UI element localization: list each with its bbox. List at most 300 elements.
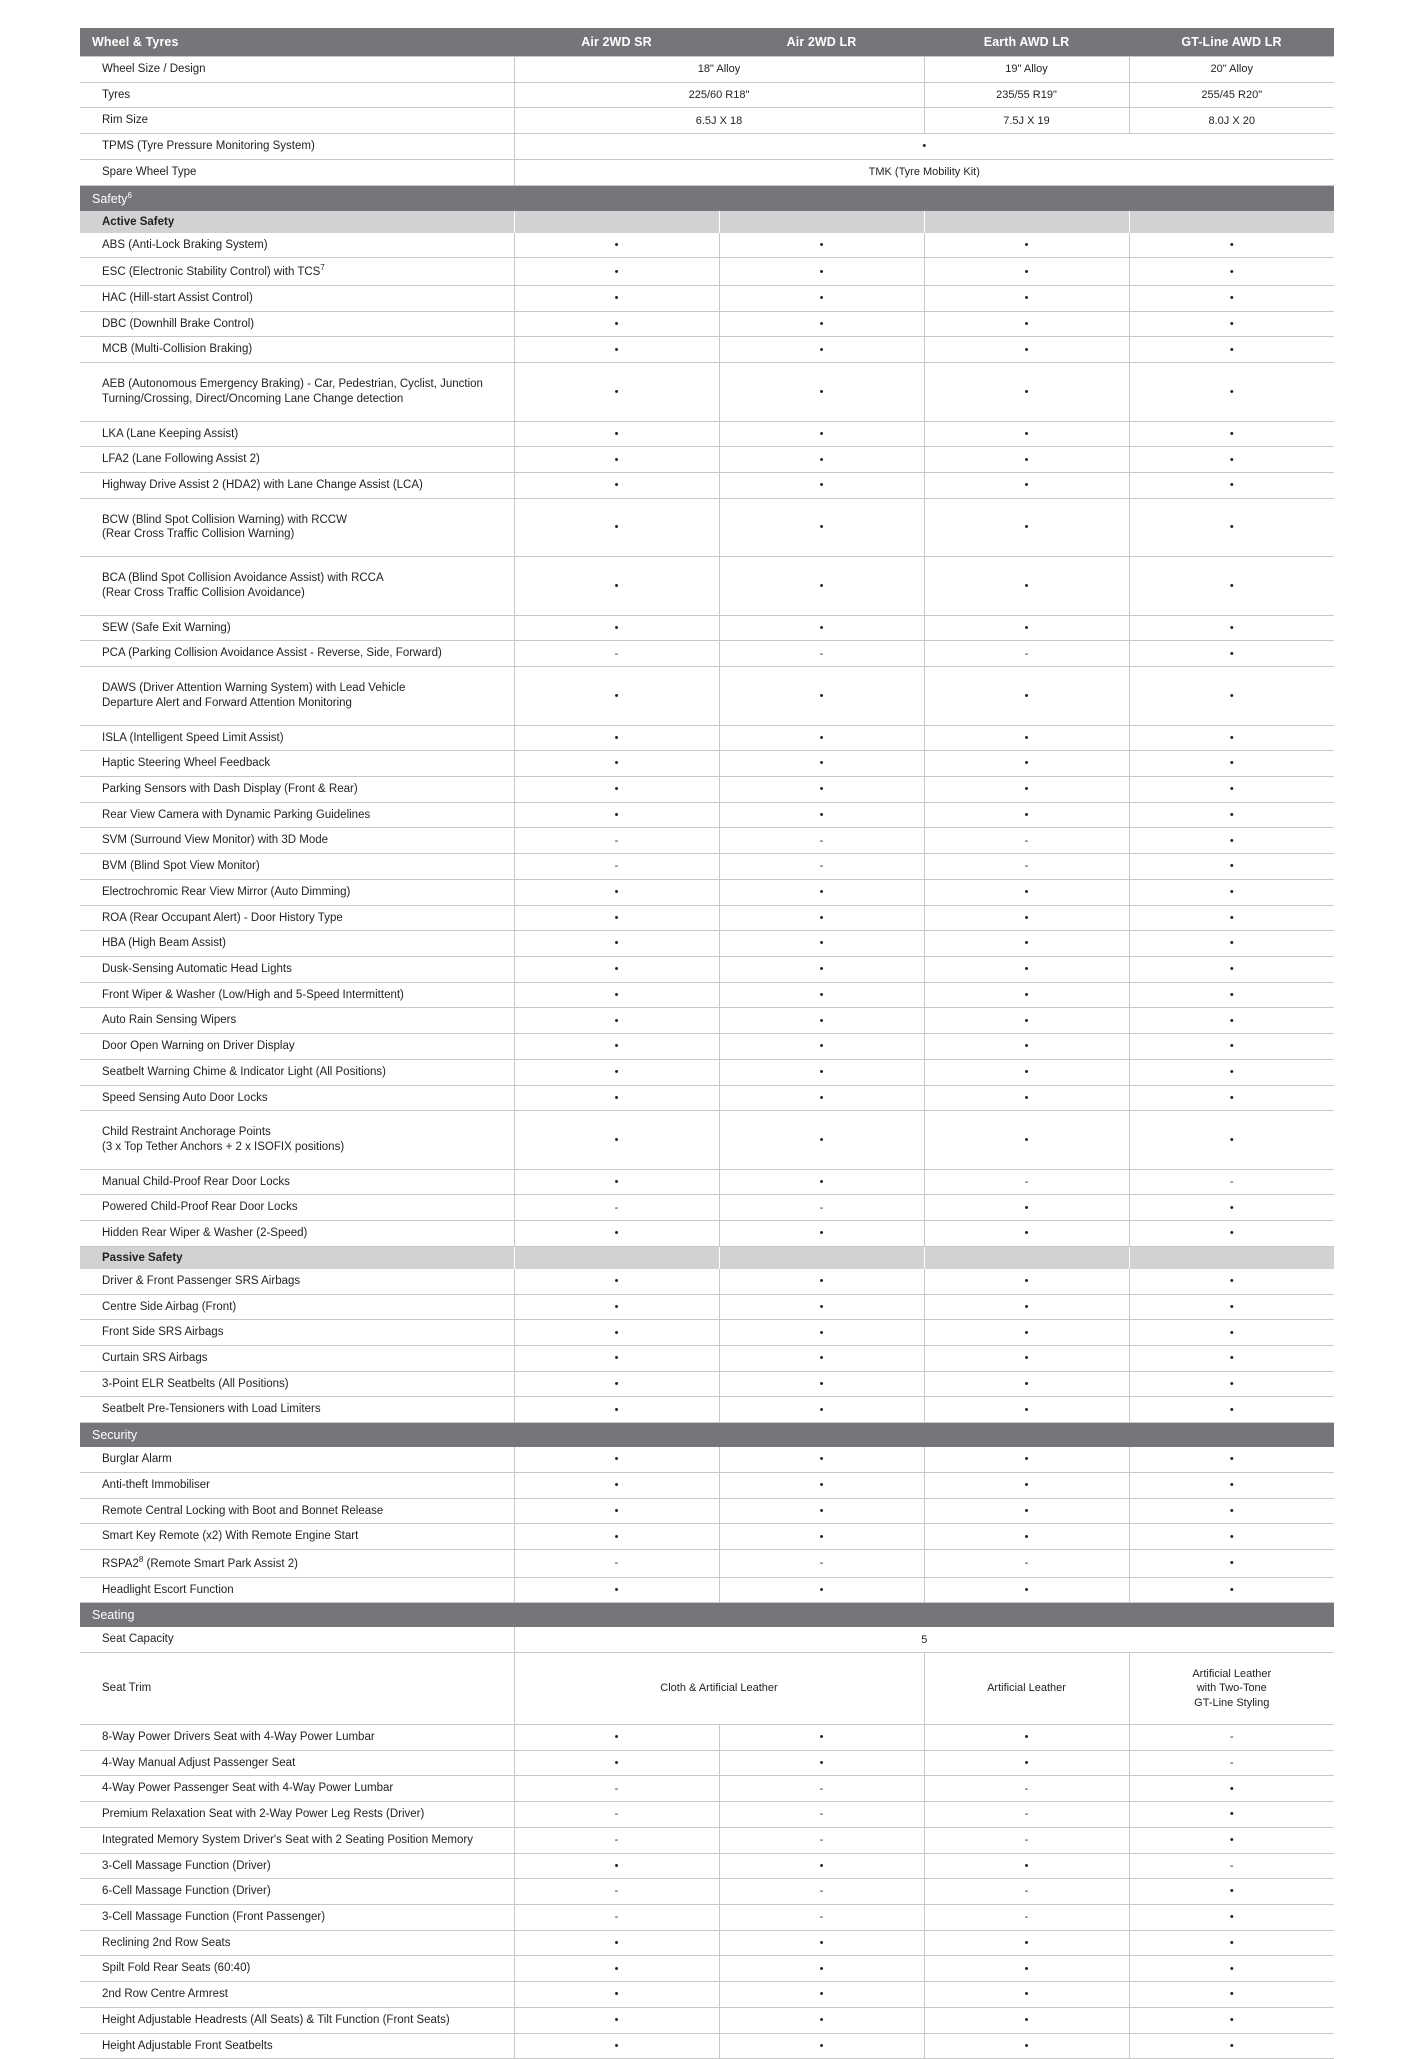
value-mark-dot xyxy=(1230,580,1234,592)
row-feature-label: Premium Relaxation Seat with 2-Way Power Leg Rests (Driver) xyxy=(80,1802,514,1828)
row-value-cell xyxy=(924,1577,1129,1603)
value-mark-dash xyxy=(820,1808,824,1820)
value-mark-dot xyxy=(820,1584,824,1596)
value-mark-dash xyxy=(820,1202,824,1214)
row-value-cell xyxy=(1129,828,1334,854)
value-mark-dot xyxy=(615,1453,619,1465)
row-value-cell xyxy=(924,1221,1129,1247)
row-value-cell xyxy=(719,2033,924,2059)
subsection-spacer-cell xyxy=(1129,211,1334,233)
value-mark-dot xyxy=(1025,1937,1029,1949)
row-value-cell xyxy=(924,1853,1129,1879)
row-value-cell xyxy=(719,1750,924,1776)
row-value-cell xyxy=(514,615,719,641)
value-mark-dot xyxy=(820,732,824,744)
row-value-cell xyxy=(514,2007,719,2033)
row-value-cell xyxy=(924,1776,1129,1802)
value-mark-dot xyxy=(820,239,824,251)
row-value-cell xyxy=(924,1008,1129,1034)
row-value-cell xyxy=(719,776,924,802)
value-mark-dash xyxy=(1230,1731,1234,1743)
value-mark-dot xyxy=(1230,1352,1234,1364)
value-mark-dash xyxy=(1025,648,1029,660)
row-value-cell xyxy=(1129,1221,1334,1247)
value-mark-dash xyxy=(615,835,619,847)
value-mark-dash xyxy=(615,860,619,872)
row-value-cell xyxy=(1129,1982,1334,2008)
value-mark-dot xyxy=(1230,1275,1234,1287)
value-mark-dash xyxy=(820,648,824,660)
table-row xyxy=(80,1904,1334,1930)
row-value-cell xyxy=(924,828,1129,854)
row-feature-label: TPMS (Tyre Pressure Monitoring System) xyxy=(80,134,514,160)
row-value-cell xyxy=(719,879,924,905)
row-value-cell xyxy=(1129,1498,1334,1524)
row-value-cell xyxy=(1129,1577,1334,1603)
row-value-cell xyxy=(719,1776,924,1802)
row-value-cell xyxy=(719,1550,924,1578)
row-value-cell xyxy=(514,982,719,1008)
row-value-cell xyxy=(514,1802,719,1828)
row-value-cell xyxy=(1129,258,1334,286)
value-mark-dot xyxy=(1230,809,1234,821)
row-value-cell xyxy=(924,1195,1129,1221)
value-mark-dot xyxy=(1230,1015,1234,1027)
value-mark-dot xyxy=(615,1227,619,1239)
value-mark-dot xyxy=(1025,912,1029,924)
value-mark-dot xyxy=(1025,1352,1029,1364)
value-mark-dot xyxy=(1230,912,1234,924)
row-value-cell xyxy=(1129,1034,1334,1060)
value-mark-dot xyxy=(1230,2040,1234,2052)
table-row xyxy=(80,1397,1334,1423)
table-row xyxy=(80,286,1334,312)
row-value-cell xyxy=(719,1472,924,1498)
value-mark-dot xyxy=(1025,1327,1029,1339)
row-feature-label: HAC (Hill-start Assist Control) xyxy=(80,286,514,312)
value-mark-dot xyxy=(1025,1275,1029,1287)
value-mark-dot xyxy=(1230,1066,1234,1078)
row-value-cell xyxy=(1129,1750,1334,1776)
value-mark-dot xyxy=(1230,428,1234,440)
value-mark-dot xyxy=(615,1176,619,1188)
row-value-cell xyxy=(514,725,719,751)
value-mark-dot xyxy=(1230,386,1234,398)
row-value-cell: 19" Alloy xyxy=(924,57,1129,83)
value-mark-dot xyxy=(820,783,824,795)
value-mark-dot xyxy=(615,1505,619,1517)
value-mark-dot xyxy=(820,1134,824,1146)
row-value-cell xyxy=(719,1577,924,1603)
row-value-cell xyxy=(514,2033,719,2059)
table-row xyxy=(80,1956,1334,1982)
value-mark-dot xyxy=(1230,1301,1234,1313)
row-value-cell: Artificial Leather with Two-Tone GT-Line Styling xyxy=(1129,1653,1334,1725)
value-mark-dot xyxy=(1025,1134,1029,1146)
value-mark-dot xyxy=(615,886,619,898)
row-value-cell xyxy=(924,447,1129,473)
value-mark-dot xyxy=(1025,1531,1029,1543)
row-value-cell: 225/60 R18" xyxy=(514,82,924,108)
value-mark-dot xyxy=(1230,937,1234,949)
row-value-cell xyxy=(924,1956,1129,1982)
value-mark-dot xyxy=(1230,266,1234,278)
value-mark-dash xyxy=(1025,1783,1029,1795)
table-row xyxy=(80,1776,1334,1802)
row-feature-label: 2nd Row Centre Armrest xyxy=(80,1982,514,2008)
row-value-cell xyxy=(514,233,719,258)
row-value-cell xyxy=(1129,557,1334,615)
row-value-cell xyxy=(514,1498,719,1524)
value-mark-dot xyxy=(1230,479,1234,491)
value-mark-dot xyxy=(1025,963,1029,975)
value-mark-dot xyxy=(820,963,824,975)
table-row xyxy=(80,1550,1334,1578)
table-row xyxy=(80,337,1334,363)
row-value-cell xyxy=(514,1397,719,1423)
value-mark-dot xyxy=(1230,1479,1234,1491)
row-value-cell xyxy=(924,1724,1129,1750)
value-mark-dot xyxy=(1025,937,1029,949)
value-mark-dot xyxy=(1025,318,1029,330)
value-mark-dot xyxy=(820,937,824,949)
row-feature-label: $RSPA2^8$ (Remote Smart Park Assist 2) xyxy=(80,1550,514,1578)
row-value-cell xyxy=(924,1524,1129,1550)
row-value-cell xyxy=(924,1750,1129,1776)
value-mark-dot xyxy=(1230,1885,1234,1897)
row-feature-label: Auto Rain Sensing Wipers xyxy=(80,1008,514,1034)
value-mark-dot xyxy=(1230,757,1234,769)
value-mark-dot xyxy=(615,1479,619,1491)
value-mark-dot xyxy=(1230,860,1234,872)
table-row xyxy=(80,1008,1334,1034)
value-mark-dash xyxy=(615,648,619,660)
row-value-cell xyxy=(924,879,1129,905)
row-feature-label: Headlight Escort Function xyxy=(80,1577,514,1603)
row-value-cell xyxy=(514,1750,719,1776)
table-row xyxy=(80,1294,1334,1320)
table-row xyxy=(80,751,1334,777)
table-row xyxy=(80,828,1334,854)
row-value-cell xyxy=(514,1221,719,1247)
value-mark-dot xyxy=(615,292,619,304)
value-mark-dot xyxy=(1230,318,1234,330)
value-mark-dash xyxy=(820,1783,824,1795)
row-value-cell xyxy=(719,258,924,286)
row-value-cell xyxy=(924,286,1129,312)
value-mark-dash xyxy=(820,1557,824,1569)
table-row xyxy=(80,905,1334,931)
value-mark-dot xyxy=(615,1378,619,1390)
row-value-cell xyxy=(514,1724,719,1750)
value-mark-dot xyxy=(1230,1505,1234,1517)
value-mark-dot xyxy=(820,1937,824,1949)
value-mark-dot xyxy=(820,1092,824,1104)
row-value-cell xyxy=(924,557,1129,615)
value-mark-dot xyxy=(615,989,619,1001)
value-mark-dot xyxy=(1025,239,1029,251)
value-mark-dot xyxy=(1230,1911,1234,1923)
row-feature-label: Front Side SRS Airbags xyxy=(80,1320,514,1346)
row-value-cell xyxy=(514,337,719,363)
value-mark-dot xyxy=(615,386,619,398)
section-band-seating xyxy=(80,1603,1334,1628)
row-feature-label: 8-Way Power Drivers Seat with 4-Way Power Lumbar xyxy=(80,1724,514,1750)
row-value-cell xyxy=(514,421,719,447)
row-value-cell xyxy=(719,473,924,499)
table-row xyxy=(80,134,1334,160)
value-mark-dot xyxy=(1230,344,1234,356)
row-feature-label: Integrated Memory System Driver's Seat with 2 Seating Position Memory xyxy=(80,1827,514,1853)
row-value-cell xyxy=(1129,1724,1334,1750)
row-feature-label: DAWS (Driver Attention Warning System) with Lead Vehicle Departure Alert and Forward Attention Monitoring xyxy=(80,667,514,725)
value-mark-dot xyxy=(820,454,824,466)
row-value-cell xyxy=(1129,641,1334,667)
row-value-cell xyxy=(924,931,1129,957)
value-mark-dot xyxy=(615,963,619,975)
value-mark-dot xyxy=(820,344,824,356)
value-mark-dot xyxy=(820,1040,824,1052)
row-feature-label: SVM (Surround View Monitor) with 3D Mode xyxy=(80,828,514,854)
value-mark-dot xyxy=(1025,1066,1029,1078)
table-row xyxy=(80,879,1334,905)
table-row xyxy=(80,1879,1334,1905)
subsection-spacer-cell xyxy=(514,1246,719,1269)
value-mark-dot xyxy=(1025,428,1029,440)
value-mark-dot xyxy=(1230,1404,1234,1416)
row-value-cell xyxy=(1129,982,1334,1008)
table-row xyxy=(80,1653,1334,1725)
row-value-cell xyxy=(719,1059,924,1085)
row-value-cell xyxy=(1129,667,1334,725)
row-value-cell xyxy=(514,1930,719,1956)
row-value-cell xyxy=(719,363,924,421)
row-value-cell xyxy=(1129,615,1334,641)
value-mark-dot xyxy=(820,1988,824,2000)
row-value-cell xyxy=(514,641,719,667)
table-row xyxy=(80,1085,1334,1111)
table-body xyxy=(80,28,1334,2059)
value-mark-dot xyxy=(615,266,619,278)
row-value-cell xyxy=(514,1904,719,1930)
row-feature-label: 4-Way Power Passenger Seat with 4-Way Power Lumbar xyxy=(80,1776,514,1802)
row-value-cell xyxy=(719,1904,924,1930)
row-value-cell xyxy=(719,557,924,615)
row-value-cell xyxy=(514,905,719,931)
row-value-cell xyxy=(719,1447,924,1472)
value-mark-dot xyxy=(615,521,619,533)
value-mark-dash xyxy=(820,860,824,872)
value-mark-dot xyxy=(820,690,824,702)
row-value-cell xyxy=(924,854,1129,880)
row-value-cell xyxy=(514,1269,719,1294)
value-mark-dot xyxy=(1025,386,1029,398)
value-mark-dot xyxy=(615,809,619,821)
value-mark-dot xyxy=(615,1731,619,1743)
row-value-cell xyxy=(1129,1550,1334,1578)
value-mark-dot xyxy=(1230,648,1234,660)
table-row xyxy=(80,982,1334,1008)
row-value-cell xyxy=(1129,421,1334,447)
row-value-cell xyxy=(719,1930,924,1956)
section-band-safety-label: Safety$^6$ xyxy=(80,185,1334,211)
value-mark-dot xyxy=(1025,521,1029,533)
row-value-cell xyxy=(719,447,924,473)
row-value-cell xyxy=(924,1982,1129,2008)
table-row xyxy=(80,1498,1334,1524)
row-value-cell: Cloth & Artificial Leather xyxy=(514,1653,924,1725)
row-value-cell xyxy=(1129,1472,1334,1498)
row-feature-label: Powered Child-Proof Rear Door Locks xyxy=(80,1195,514,1221)
value-mark-dash xyxy=(820,1911,824,1923)
row-value-cell xyxy=(514,1472,719,1498)
row-feature-label: LFA2 (Lane Following Assist 2) xyxy=(80,447,514,473)
row-feature-label: Electrochromic Rear View Mirror (Auto Dimming) xyxy=(80,879,514,905)
row-value-cell xyxy=(924,751,1129,777)
value-mark-dot xyxy=(1025,1404,1029,1416)
section-band-safety xyxy=(80,185,1334,211)
row-value-cell xyxy=(1129,286,1334,312)
row-feature-label: Tyres xyxy=(80,82,514,108)
row-value-cell xyxy=(719,615,924,641)
row-feature-label: 4-Way Manual Adjust Passenger Seat xyxy=(80,1750,514,1776)
row-feature-label: 3-Cell Massage Function (Driver) xyxy=(80,1853,514,1879)
table-row xyxy=(80,1447,1334,1472)
value-mark-dot xyxy=(1025,1378,1029,1390)
value-mark-dot xyxy=(615,344,619,356)
row-feature-label: BCW (Blind Spot Collision Warning) with RCCW (Rear Cross Traffic Collision Warning) xyxy=(80,498,514,556)
value-mark-dash xyxy=(1230,1757,1234,1769)
row-value-cell xyxy=(924,1346,1129,1372)
row-feature-label: Haptic Steering Wheel Feedback xyxy=(80,751,514,777)
row-value-cell xyxy=(1129,956,1334,982)
table-row xyxy=(80,2033,1334,2059)
table-row xyxy=(80,1221,1334,1247)
row-value-cell xyxy=(514,828,719,854)
value-mark-dash xyxy=(1025,835,1029,847)
value-mark-dot xyxy=(1025,1479,1029,1491)
value-mark-dot xyxy=(1230,1134,1234,1146)
value-mark-dash xyxy=(820,1885,824,1897)
value-mark-dot xyxy=(1230,1808,1234,1820)
row-feature-label: Seat Capacity xyxy=(80,1627,514,1652)
row-value-cell xyxy=(924,1059,1129,1085)
value-mark-dash xyxy=(615,1202,619,1214)
row-feature-label: Reclining 2nd Row Seats xyxy=(80,1930,514,1956)
row-feature-label: Rim Size xyxy=(80,108,514,134)
value-mark-dash xyxy=(615,1911,619,1923)
value-mark-dot xyxy=(615,1352,619,1364)
row-value-cell xyxy=(924,1802,1129,1828)
row-feature-label: Door Open Warning on Driver Display xyxy=(80,1034,514,1060)
row-value-cell xyxy=(514,311,719,337)
row-value-cell xyxy=(1129,233,1334,258)
row-value-cell xyxy=(924,498,1129,556)
value-mark-dot xyxy=(820,886,824,898)
subsection-spacer-cell xyxy=(924,211,1129,233)
value-mark-dot xyxy=(1025,344,1029,356)
row-value-cell xyxy=(719,1008,924,1034)
row-value-cell xyxy=(514,1346,719,1372)
value-mark-dot xyxy=(1230,521,1234,533)
value-mark-dash xyxy=(615,1557,619,1569)
row-value-cell xyxy=(719,1524,924,1550)
row-value-cell xyxy=(1129,776,1334,802)
value-mark-dot xyxy=(1230,835,1234,847)
value-mark-dot xyxy=(615,1066,619,1078)
subsection-spacer-cell xyxy=(514,211,719,233)
section-band-seating-label: Seating xyxy=(80,1603,1334,1628)
row-value-cell xyxy=(924,1397,1129,1423)
row-feature-label: Seatbelt Pre-Tensioners with Load Limiters xyxy=(80,1397,514,1423)
row-feature-label: Burglar Alarm xyxy=(80,1447,514,1472)
row-value-cell xyxy=(1129,1447,1334,1472)
value-mark-dot xyxy=(1025,479,1029,491)
column-header-variant-3: Earth AWD LR xyxy=(924,28,1129,57)
row-value-cell xyxy=(514,776,719,802)
row-value-cell: 20" Alloy xyxy=(1129,57,1334,83)
row-value-cell xyxy=(719,286,924,312)
value-mark-dot xyxy=(1230,1937,1234,1949)
row-value-cell xyxy=(1129,879,1334,905)
row-feature-label: Curtain SRS Airbags xyxy=(80,1346,514,1372)
row-value-cell xyxy=(924,421,1129,447)
table-row xyxy=(80,1930,1334,1956)
row-value-cell xyxy=(924,1879,1129,1905)
row-value-cell xyxy=(719,1853,924,1879)
row-value-cell xyxy=(1129,1169,1334,1195)
value-mark-dot xyxy=(820,1015,824,1027)
row-value-cell xyxy=(514,667,719,725)
row-feature-label: PCA (Parking Collision Avoidance Assist - Reverse, Side, Forward) xyxy=(80,641,514,667)
value-mark-dot xyxy=(615,2014,619,2026)
row-value-cell xyxy=(924,1904,1129,1930)
row-value-cell xyxy=(924,337,1129,363)
row-value-cell xyxy=(1129,1524,1334,1550)
row-feature-label: SEW (Safe Exit Warning) xyxy=(80,615,514,641)
row-feature-label: Dusk-Sensing Automatic Head Lights xyxy=(80,956,514,982)
row-feature-label: BVM (Blind Spot View Monitor) xyxy=(80,854,514,880)
row-value-cell xyxy=(719,1982,924,2008)
row-feature-label: Spare Wheel Type xyxy=(80,159,514,185)
value-mark-dash xyxy=(1025,1557,1029,1569)
table-row xyxy=(80,1577,1334,1603)
value-mark-dash xyxy=(1025,1885,1029,1897)
row-value-cell xyxy=(514,1085,719,1111)
row-value-cell xyxy=(924,1827,1129,1853)
row-value-cell xyxy=(924,1269,1129,1294)
value-mark-dot xyxy=(1230,1834,1234,1846)
row-value-cell xyxy=(719,1169,924,1195)
row-value-cell xyxy=(1129,1195,1334,1221)
row-feature-label: ISLA (Intelligent Speed Limit Assist) xyxy=(80,725,514,751)
row-value-cell xyxy=(1129,1904,1334,1930)
row-value-cell xyxy=(719,1827,924,1853)
value-mark-dot xyxy=(615,1757,619,1769)
value-mark-dot xyxy=(820,318,824,330)
table-row xyxy=(80,1472,1334,1498)
table-row xyxy=(80,473,1334,499)
row-feature-label: ROA (Rear Occupant Alert) - Door History Type xyxy=(80,905,514,931)
row-value-cell xyxy=(1129,1294,1334,1320)
row-value-cell xyxy=(1129,363,1334,421)
value-mark-dot xyxy=(615,1404,619,1416)
value-mark-dot xyxy=(615,2040,619,2052)
table-row xyxy=(80,258,1334,286)
row-value-cell xyxy=(514,1034,719,1060)
value-mark-dot xyxy=(820,1531,824,1543)
value-mark-dot xyxy=(820,580,824,592)
